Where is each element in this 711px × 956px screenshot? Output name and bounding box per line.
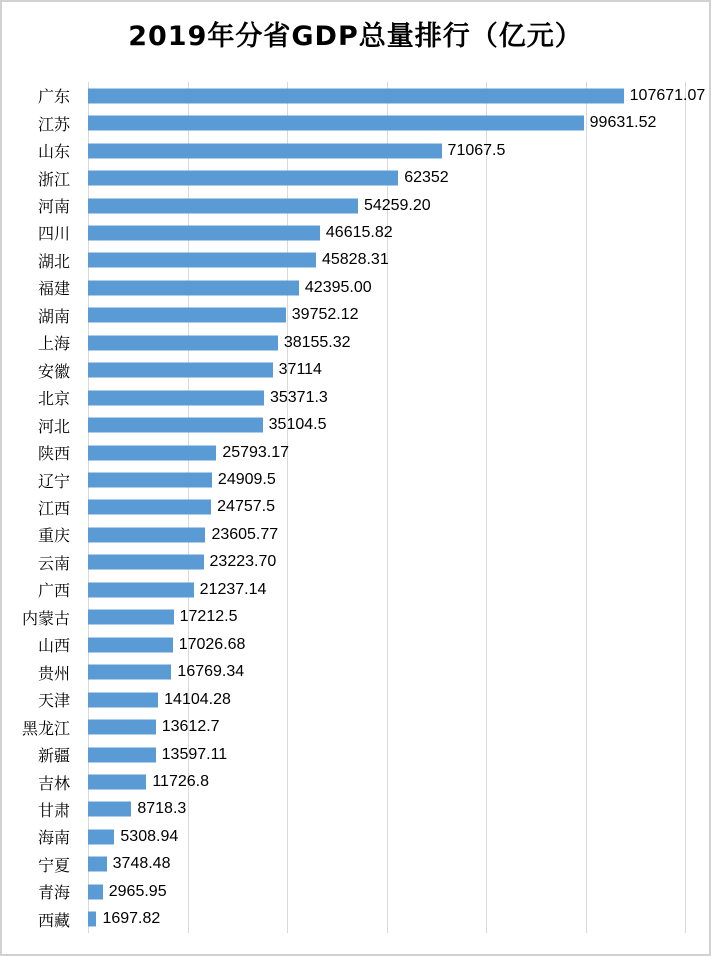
value-label: 54259.20	[363, 196, 431, 214]
category-label: 山西	[37, 636, 70, 656]
category-label: 陕西	[37, 444, 70, 464]
bar-row	[88, 658, 685, 685]
category-label: 北京	[37, 389, 70, 409]
bar	[88, 637, 173, 652]
bar	[88, 527, 205, 542]
category-label: 天津	[37, 691, 70, 711]
value-label: 17212.5	[179, 608, 238, 626]
bar	[88, 335, 278, 350]
bar	[88, 912, 96, 927]
category-label: 甘肃	[37, 800, 70, 820]
value-label: 71067.5	[447, 141, 506, 159]
bar	[88, 143, 442, 158]
value-label: 46615.82	[325, 223, 393, 241]
value-label: 35371.3	[269, 388, 328, 406]
value-label: 39752.12	[291, 306, 359, 324]
bar	[88, 418, 263, 433]
value-label: 45828.31	[321, 251, 389, 269]
category-label: 青海	[37, 883, 70, 903]
bar-row	[88, 219, 685, 246]
value-label: 14104.28	[164, 690, 231, 708]
bar	[88, 308, 286, 323]
bar	[88, 225, 320, 240]
bar-row	[88, 466, 685, 493]
category-label: 湖北	[37, 251, 70, 271]
bar	[88, 390, 264, 405]
category-label: 广西	[37, 581, 70, 601]
category-label: 贵州	[37, 663, 70, 683]
bar-row	[88, 82, 706, 109]
value-label: 2965.95	[108, 882, 167, 900]
bar-row	[88, 302, 685, 329]
bar-row	[88, 494, 685, 521]
chart-title: 2019年分省GDP总量排行（亿元）	[128, 21, 583, 52]
bar	[88, 363, 273, 378]
value-label: 37114	[278, 361, 322, 379]
value-label: 21237.14	[199, 580, 267, 598]
category-label: 广东	[37, 87, 70, 107]
value-label: 42395.00	[304, 278, 372, 296]
bar-row	[88, 274, 685, 301]
value-label: 13597.11	[161, 745, 228, 763]
value-label: 11726.8	[152, 773, 209, 790]
bar-row	[88, 741, 685, 768]
bar	[88, 582, 194, 597]
bar-row	[88, 631, 685, 658]
bar-row	[88, 247, 685, 274]
bar	[88, 610, 174, 625]
bar	[88, 555, 204, 570]
category-label: 安徽	[37, 361, 70, 381]
value-label: 107671.07	[629, 86, 706, 104]
bar-row	[88, 411, 685, 438]
bar-row	[88, 906, 685, 933]
bar	[88, 884, 103, 899]
category-label: 四川	[37, 224, 70, 244]
bar	[88, 720, 156, 735]
bar	[88, 829, 114, 844]
bar	[88, 253, 316, 268]
bar-row	[88, 768, 685, 795]
value-label: 24757.5	[217, 498, 275, 516]
value-label: 23605.77	[211, 525, 279, 543]
gridline	[685, 82, 686, 933]
bar-row	[88, 164, 685, 191]
value-label: 38155.32	[283, 333, 351, 351]
value-label: 35104.5	[268, 416, 327, 434]
value-label: 3748.48	[112, 855, 171, 873]
bar-row	[88, 192, 685, 219]
category-label: 江西	[37, 498, 70, 518]
value-label: 5308.94	[120, 827, 179, 845]
bar-row	[88, 329, 685, 356]
bar	[88, 802, 131, 817]
value-label: 8718.3	[137, 800, 187, 818]
category-label: 辽宁	[37, 471, 70, 491]
value-label: 62352	[404, 169, 449, 187]
value-label: 16769.34	[177, 663, 245, 681]
category-label: 宁夏	[37, 855, 70, 875]
category-label: 河北	[37, 416, 70, 436]
value-label: 25793.17	[222, 443, 290, 461]
value-label: 23223.70	[209, 553, 277, 571]
category-axis	[2, 82, 88, 933]
bar	[88, 747, 156, 762]
bar	[88, 473, 212, 488]
bar-row	[88, 137, 685, 164]
bar-row	[88, 878, 685, 905]
category-label: 重庆	[37, 526, 70, 546]
category-label: 浙江	[37, 169, 70, 189]
value-label: 1697.82	[102, 910, 161, 928]
value-label: 17026.68	[178, 635, 246, 653]
bar-row	[88, 796, 685, 823]
bar	[88, 500, 211, 515]
category-label: 云南	[37, 553, 70, 573]
bar	[88, 445, 216, 460]
bar	[88, 171, 398, 186]
category-label: 湖南	[37, 306, 70, 326]
category-label: 黑龙江	[21, 718, 70, 738]
bar-row	[88, 521, 685, 548]
bar-row	[88, 576, 685, 603]
bar-row	[88, 384, 685, 411]
category-label: 新疆	[37, 746, 70, 766]
bar-row	[88, 713, 685, 740]
bar	[88, 280, 299, 295]
category-label: 江苏	[37, 114, 70, 134]
value-label: 13612.7	[161, 718, 220, 736]
bar-row	[88, 439, 685, 466]
value-label: 24909.5	[217, 471, 276, 489]
bar	[88, 198, 358, 213]
bar-row	[88, 823, 685, 850]
category-label: 上海	[37, 334, 70, 354]
bar-row	[88, 686, 685, 713]
bar-row	[88, 109, 685, 136]
bar-row	[88, 549, 685, 576]
bar-row	[88, 357, 685, 384]
category-label: 吉林	[37, 773, 70, 793]
bar	[88, 88, 624, 103]
category-label: 福建	[37, 279, 70, 299]
bar	[88, 116, 584, 131]
category-label: 河南	[37, 197, 70, 217]
category-label: 海南	[37, 828, 70, 848]
bar	[88, 775, 146, 790]
bar-row	[88, 851, 685, 878]
category-label: 内蒙古	[21, 608, 70, 628]
bar	[88, 692, 158, 707]
value-label: 99631.52	[589, 114, 657, 132]
bar	[88, 665, 171, 680]
plot-area	[88, 82, 706, 933]
bar-row	[88, 604, 685, 631]
bar	[88, 857, 107, 872]
category-label: 山东	[37, 142, 70, 162]
category-label: 西藏	[37, 910, 70, 930]
